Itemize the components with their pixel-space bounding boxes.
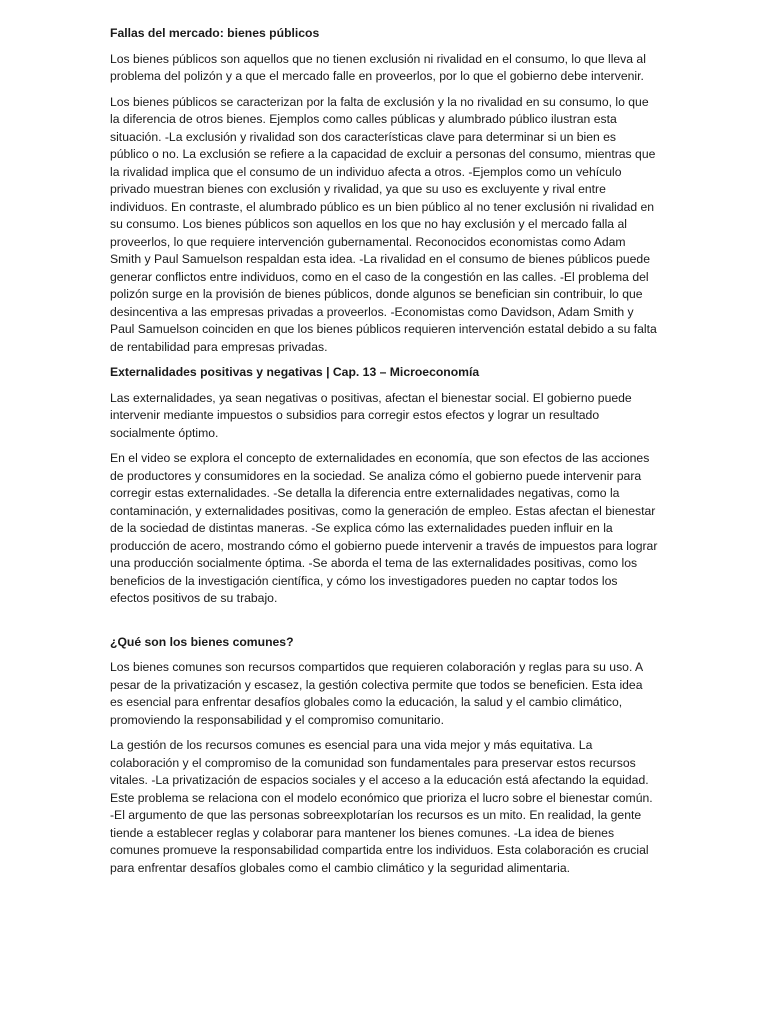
section-heading-public-goods: Fallas del mercado: bienes públicos	[110, 26, 320, 40]
section-heading-externalities: Externalidades positivas y negativas | Cap. 13 – Microeconomía	[110, 365, 480, 379]
section-spacer	[110, 616, 658, 634]
paragraph-externalities-detail: En el video se explora el concepto de externalidades en economía, que son efectos de las acciones de productores y consumidores en la sociedad. Se analiza cómo el gobierno puede intervenir para corregir estas externalidades. -Se detalla la diferencia entre externalidades negativas, como la contaminación, y externalidades positivas, como la generación de empleo. Estas afectan el bienestar de la sociedad de distintas maneras. -Se explica cómo las externalidades pueden influir en la producción de acero, mostrando cómo el gobierno puede intervenir a través de impuestos para lograr una producción socialmente óptima. -Se aborda el tema de las externalidades positivas, como los beneficios de la investigación científica, y cómo los investigadores pueden no captar todos los efectos positivos de su trabajo.	[110, 451, 658, 605]
paragraph-public-goods-summary: Los bienes públicos son aquellos que no tienen exclusión ni rivalidad en el consumo, lo que lleva al problema del polizón y a que el mercado falle en proveerlos, por lo que el gobierno debe intervenir.	[110, 51, 646, 83]
paragraph-public-goods-detail: Los bienes públicos se caracterizan por la falta de exclusión y la no rivalidad en su consumo, lo que la diferencia de otros bienes. Ejemplos como calles públicas y alumbrado público ilustran esta situación. -La exclusión y rivalidad son dos características clave para determinar si un bien es público o no. La exclusión se refiere a la capacidad de excluir a personas del consumo, mientras que la rivalidad implica que el consumo de un individuo afecta a otros. -Ejemplos como un vehículo privado muestran bienes con exclusión y rivalidad, ya que su uso es excluyente y rival entre individuos. En contraste, el alumbrado público es un bien público al no tener exclusión ni rivalidad en su consumo. Los bienes públicos son aquellos en los que no hay exclusión y el mercado falla al proveerlos, lo que requiere intervención gubernamental. Reconocidos economistas como Adam Smith y Paul Samuelson respaldan esta idea. -La rivalidad en el consumo de bienes públicos puede generar conflictos entre individuos, como en el caso de la congestión en las calles. -El problema del polizón surge en la provisión de bienes públicos, donde algunos se benefician sin contribuir, lo que desincentiva a las empresas privadas a proveerlos. -Economistas como Davidson, Adam Smith y Paul Samuelson coinciden en que los bienes públicos requieren intervención estatal debido a su falta de rentabilidad para empresas privadas.	[110, 94, 657, 354]
paragraph-common-goods-summary: Los bienes comunes son recursos compartidos que requieren colaboración y reglas para su uso. A pesar de la privatización y escasez, la gestión colectiva permite que todos se beneficien. Esta idea es esencial para enfrentar desafíos globales como la educación, la salud y el cambio climático, promoviendo la responsabilidad y el compromiso comunitario.	[110, 660, 643, 727]
paragraph-externalities-summary: Las externalidades, ya sean negativas o positivas, afectan el bienestar social. El gobierno puede intervenir mediante impuestos o subsidios para corregir estos efectos y lograr un resultado socialmente óptimo.	[110, 390, 632, 440]
section-heading-common-goods: ¿Qué son los bienes comunes?	[110, 634, 294, 649]
paragraph-common-goods-detail: La gestión de los recursos comunes es esencial para una vida mejor y más equitativa. La colaboración y el compromiso de la comunidad son fundamentales para preservar estos recursos vitales. -La privatización de espacios sociales y el acceso a la educación está afectando la equidad. Este problema se relaciona con el modelo económico que prioriza el lucro sobre el bienestar común. -El argumento de que las personas sobreexplotarían los recursos es un mito. En realidad, la gente tiende a establecer reglas y colaborar para mantener los bienes comunes. -La idea de bienes comunes promueve la responsabilidad compartida entre los individuos. Esta colaboración es crucial para enfrentar desafíos globales como el cambio climático y la seguridad alimentaria.	[110, 738, 653, 875]
